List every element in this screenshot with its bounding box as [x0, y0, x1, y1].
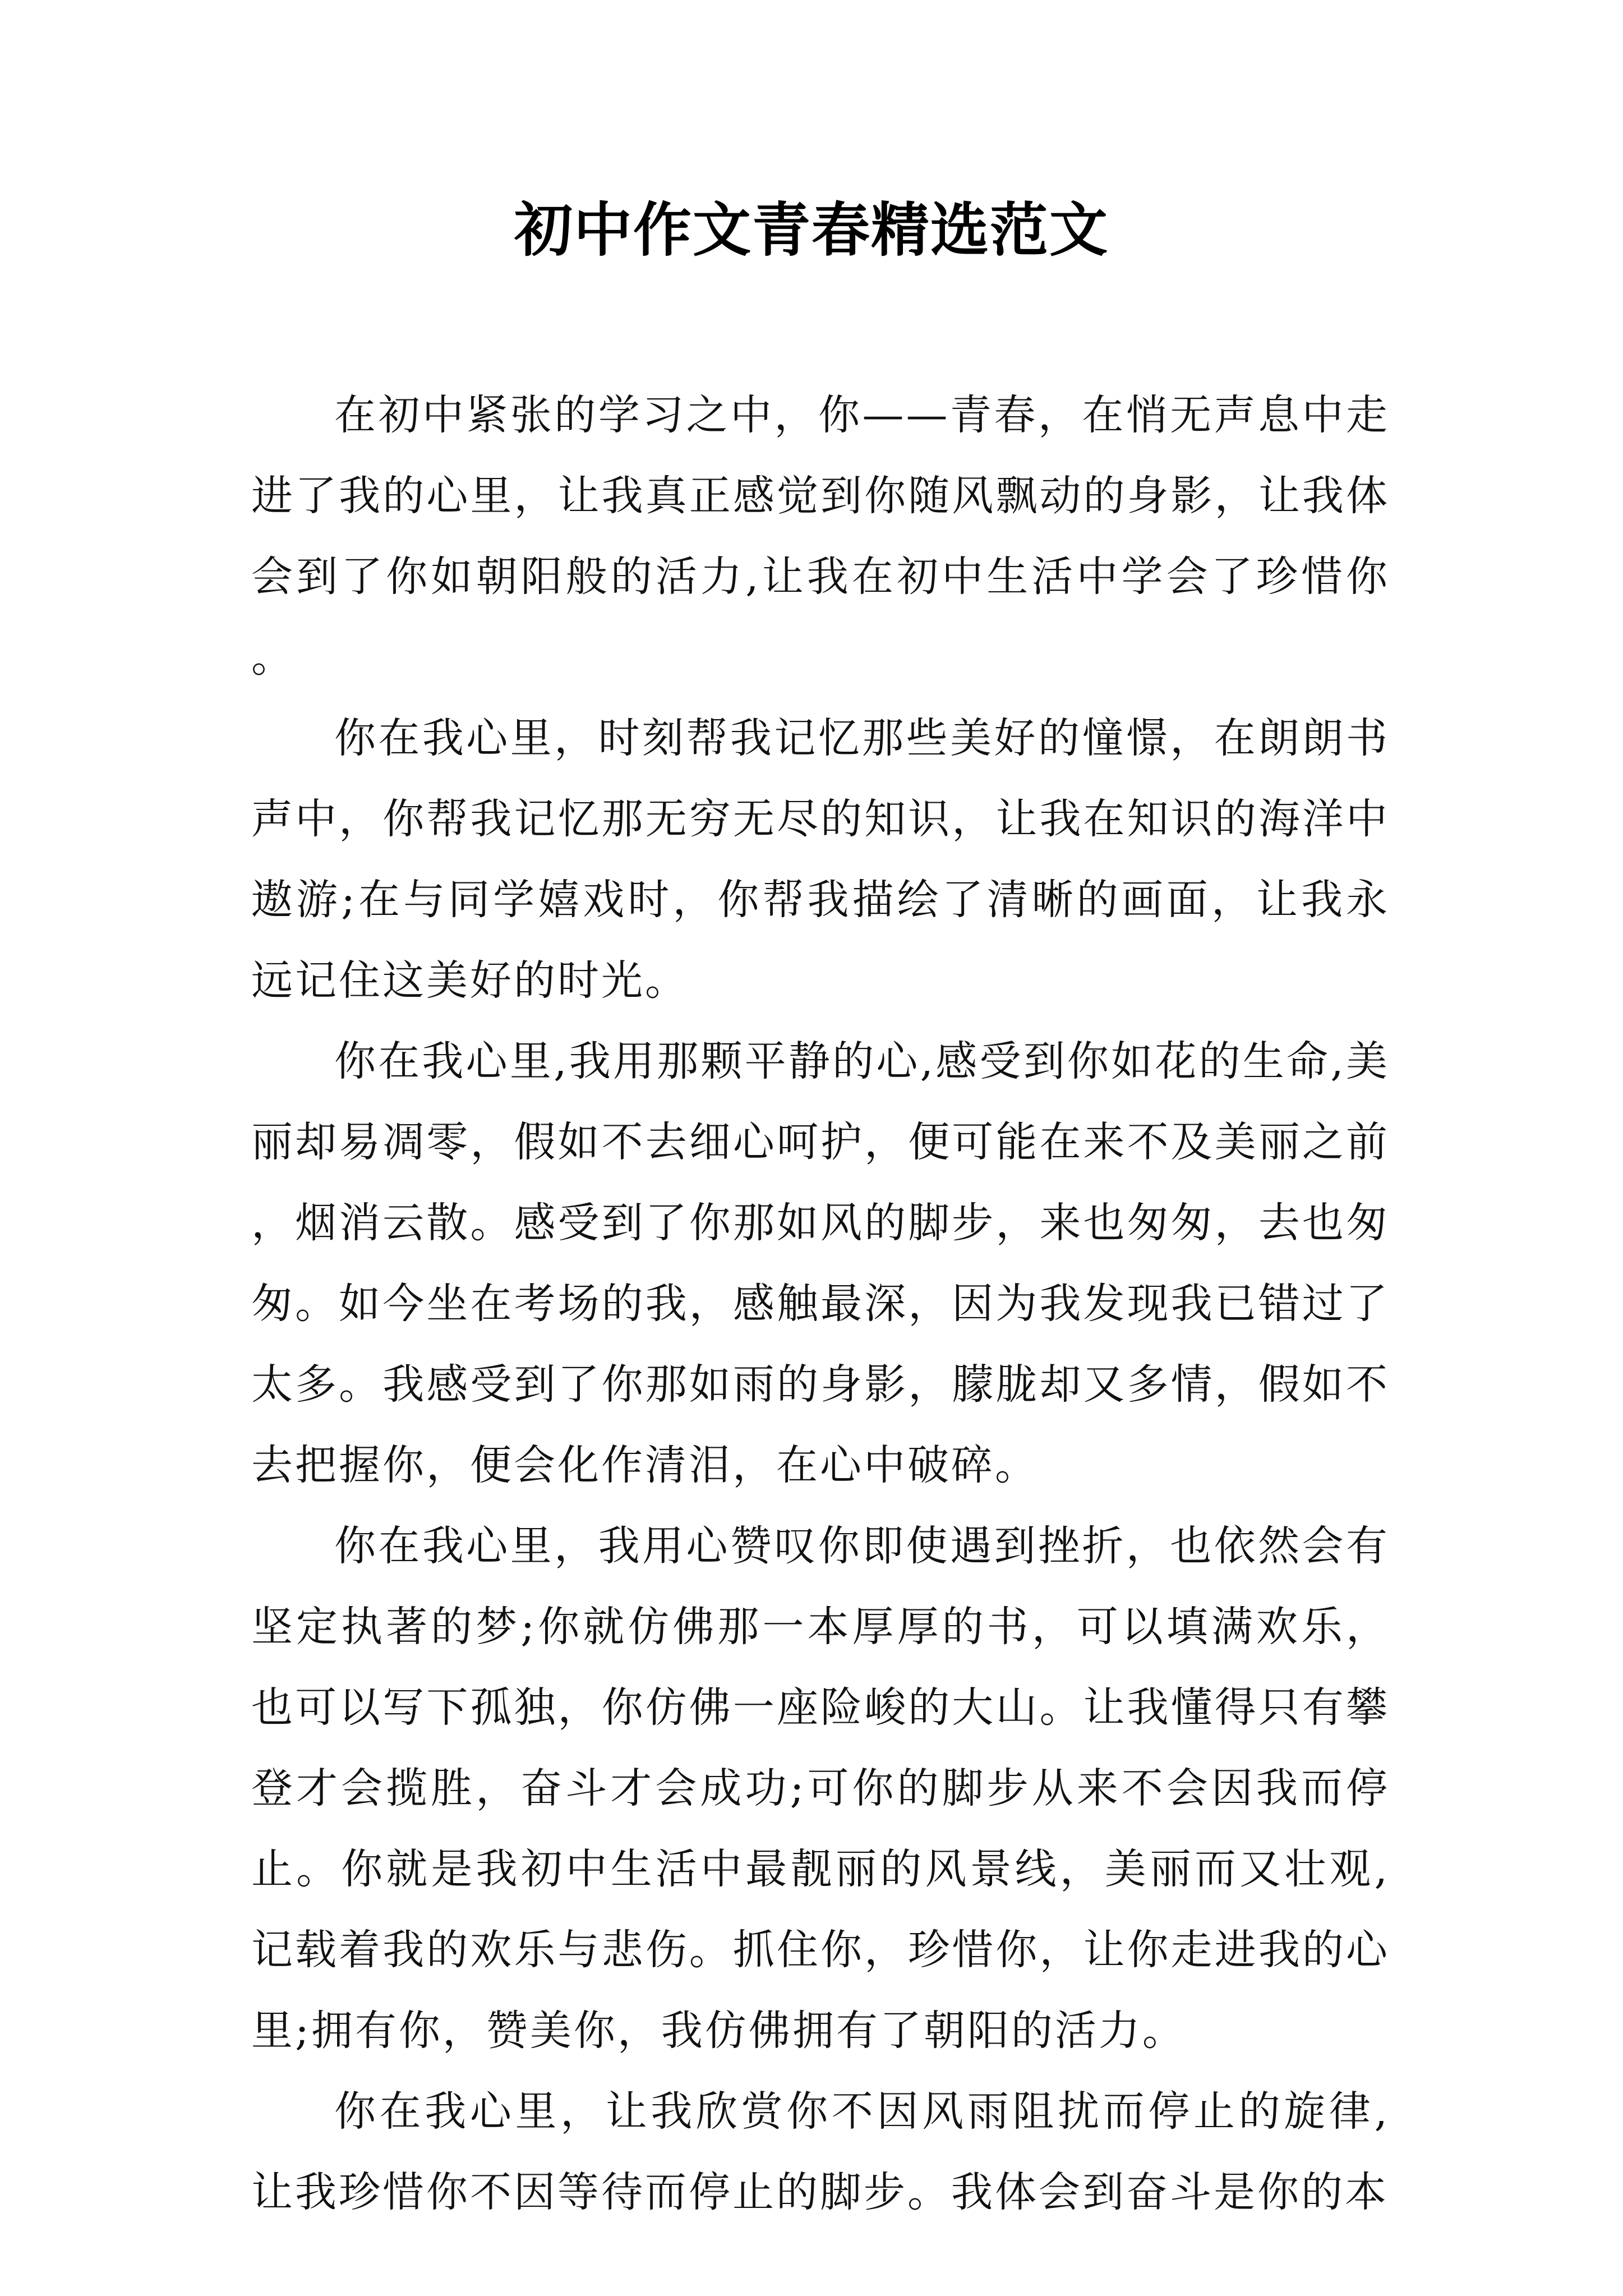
paragraph-2: 你在我心里，时刻帮我记忆那些美好的憧憬，在朗朗书声中，你帮我记忆那无穷无尽的知识，让我在知识的海洋中遨游;在与同学嬉戏时，你帮我描绘了清晰的画面，让我永远记住这美好的时光。: [251, 714, 1390, 1005]
paragraph-5: 你在我心里，让我欣赏你不因风雨阻扰而停止的旋律,让我珍惜你不因等待而停止的脚步。我体会到奋斗是你的本: [251, 2087, 1390, 2216]
paragraph-3: 你在我心里,我用那颗平静的心,感受到你如花的生命,美丽却易凋零，假如不去细心呵护，便可能在来不及美丽之前，烟消云散。感受到了你那如风的脚步，来也匆匆，去也匆匆。如今坐在考场的我，感触最深，因为我发现我已错过了太多。我感受到了你那如雨的身影，朦胧却又多情，假如不去把握你，便会化作清泪，在心中破碎。: [251, 1037, 1390, 1489]
paragraph-1: 在初中紧张的学习之中，你——青春，在悄无声息中走进了我的心里，让我真正感觉到你随风飘动的身影，让我体会到了你如朝阳般的活力,让我在初中生活中学会了珍惜你。: [251, 391, 1390, 682]
document-body: [251, 375, 1390, 2233]
paragraph-4: 你在我心里，我用心赞叹你即使遇到挫折，也依然会有坚定执著的梦;你就仿佛那一本厚厚的书，可以填满欢乐，也可以写下孤独，你仿佛一座险峻的大山。让我懂得只有攀登才会揽胜，奋斗才会成功;可你的脚步从来不会因我而停止。你就是我初中生活中最靓丽的风景线，美丽而又壮观,记载着我的欢乐与悲伤。抓住你，珍惜你，让你走进我的心里;拥有你，赞美你，我仿佛拥有了朝阳的活力。: [251, 1522, 1390, 2055]
document-title: 初中作文青春精选范文: [514, 195, 1109, 264]
